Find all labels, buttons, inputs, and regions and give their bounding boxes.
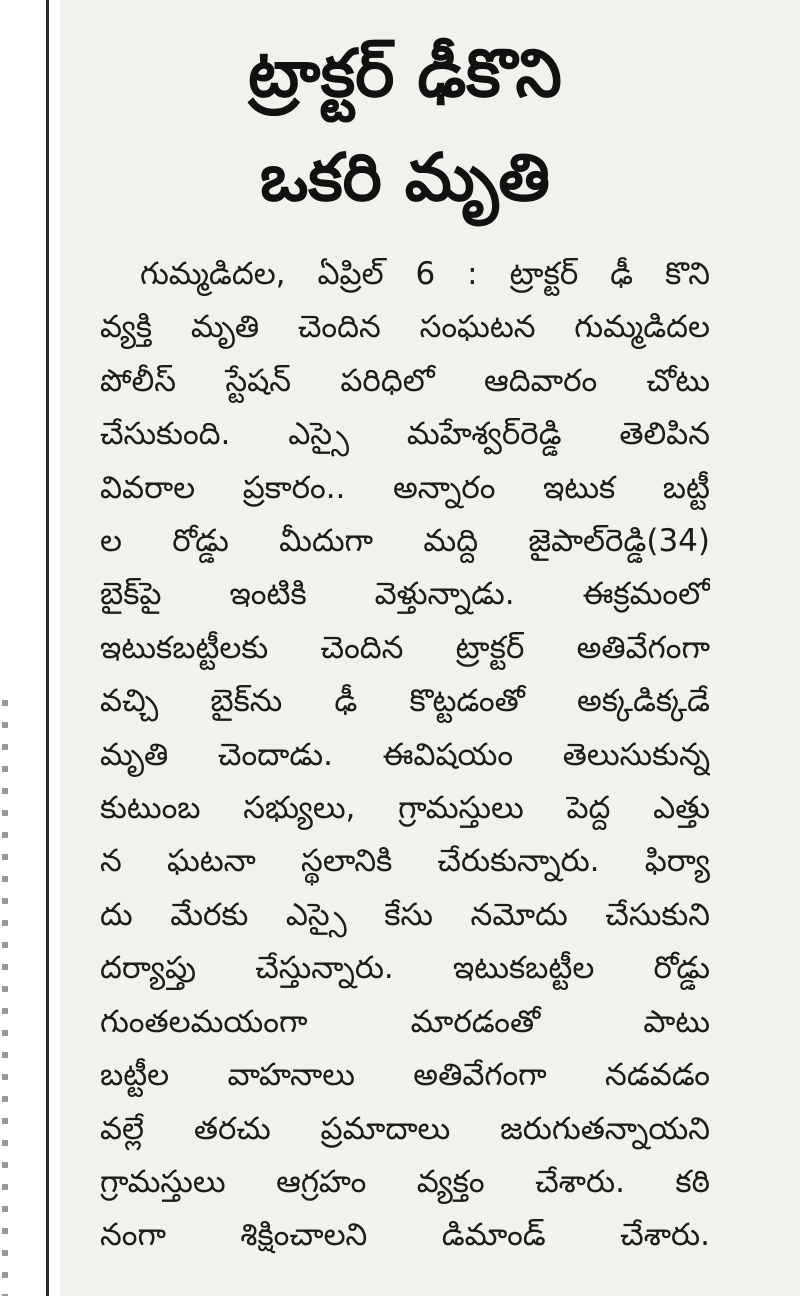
body-line: వల్లే తరచు ప్రమాదాలు జరుగుతన్నాయని (100, 1110, 710, 1147)
article-headline (100, 22, 710, 230)
body-line: న ఘటనా స్థలానికి చేరుకున్నారు. ఫిర్యా (100, 843, 710, 880)
body-line: మృతి చెందాడు. ఈవిషయం తెలుసుకున్న (100, 736, 710, 773)
body-line: చేసుకుంది. ఎస్సై మహేశ్వర్‌రెడ్డి తెలిపిన (100, 416, 710, 453)
body-line: గుమ్మడిదల, ఏప్రిల్ 6 : ట్రాక్టర్ ఢీ కొని (140, 256, 710, 292)
article-body (100, 248, 710, 1263)
body-line: దర్యాప్తు చేస్తున్నారు. ఇటుకబట్టీల రోడ్డు (100, 950, 710, 987)
body-line: గ్రామస్తులు ఆగ్రహం వ్యక్తం చేశారు. కఠి (100, 1163, 710, 1200)
page-left-margin (0, 0, 60, 1296)
body-line: దు మేరకు ఎస్సై కేసు నమోదు చేసుకుని (100, 896, 710, 933)
body-line: వ్యక్తి మృతి చెందిన సంఘటన గుమ్మడిదల (100, 309, 710, 346)
body-line: గుంతలమయంగా మారడంతో పాటు (100, 1003, 710, 1040)
body-line: వివరాల ప్రకారం.. అన్నారం ఇటుక బట్టీ (100, 469, 710, 506)
neighbor-column-edge (2, 700, 8, 1296)
body-line: ల రోడ్డు మీదుగా మద్ది జైపాల్‌రెడ్డి(34) (100, 523, 710, 560)
body-line: నంగా శిక్షించాలని డిమాండ్ చేశారు. (100, 1217, 710, 1254)
body-line: బైక్‌పై ఇంటికి వెళ్తున్నాడు. ఈక్రమంలో (100, 576, 710, 613)
body-line: ఇటుకబట్టీలకు చెందిన ట్రాక్టర్ అతివేగంగా (100, 629, 710, 666)
news-article (100, 22, 710, 1296)
body-line: బట్టీల వాహనాలు అతివేగంగా నడవడం (100, 1057, 710, 1094)
headline-line-2: ఒకరి మృతి (259, 139, 551, 216)
column-divider-rule (46, 0, 49, 1296)
body-line: కుటుంబ సభ్యులు, గ్రామస్తులు పెద్ద ఎత్తు (100, 790, 710, 827)
headline-line-1: ట్రాక్టర్ ఢీకొని (248, 35, 562, 112)
body-line: వచ్చి బైక్‌ను ఢీ కొట్టడంతో అక్కడిక్కడే (100, 683, 710, 720)
body-line: పోలీస్ స్టేషన్ పరిధిలో ఆదివారం చోటు (100, 362, 710, 399)
